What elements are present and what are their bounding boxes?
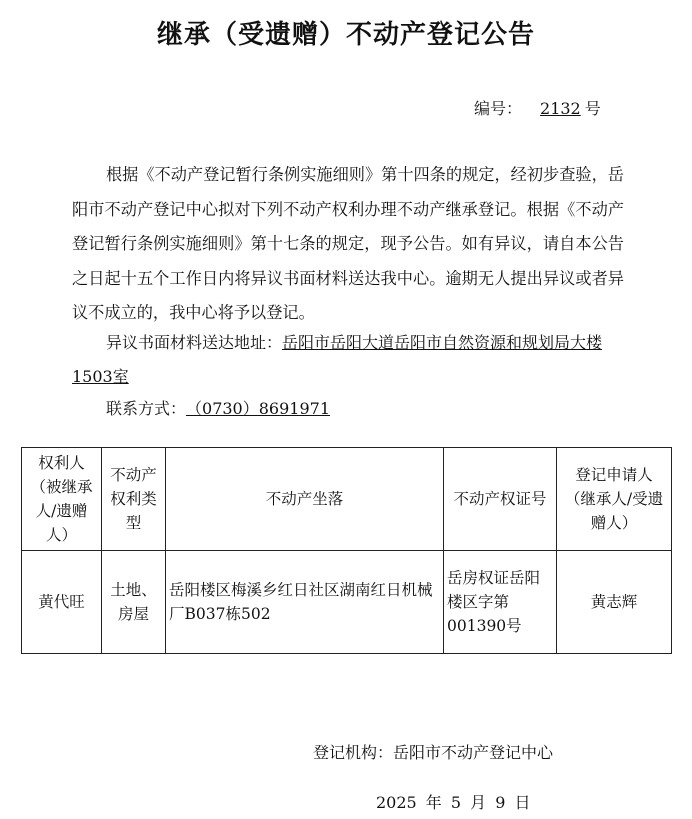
objection-address-value: 岳阳市岳阳大道岳阳市自然资源和规划局大楼1503室	[72, 333, 603, 386]
header-applicant: 登记申请人（继承人/受遗赠人）	[557, 448, 672, 551]
header-certificate-no: 不动产权证号	[444, 448, 557, 551]
notice-number-suffix: 号	[584, 99, 601, 118]
contact-label: 联系方式：	[106, 399, 187, 418]
header-location: 不动产坐落	[166, 448, 444, 551]
notice-number-label: 编号：	[474, 99, 523, 118]
notice-number-value: 2132	[540, 99, 581, 118]
table-row	[22, 551, 672, 654]
objection-address-label: 异议书面材料送达地址：	[106, 333, 283, 352]
notice-date: 2025 年 5 月 9 日	[376, 793, 531, 812]
cell-right-type: 土地、房屋	[102, 551, 166, 654]
header-right-holder: 权利人（被继承人/遗赠人）	[22, 448, 102, 551]
registration-organization	[313, 740, 553, 763]
objection-address-line	[72, 326, 624, 394]
notice-body-paragraph: 根据《不动产登记暂行条例实施细则》第十四条的规定，经初步查验，岳阳市不动产登记中心拟对下列不动产权利办理不动产继承登记。根据《不动产登记暂行条例实施细则》第十七条的规定，现予公告。如有异议，请自本公告之日起十五个工作日内将异议书面材料送达我中心。逾期无人提出异议或者异议不成立的，我中心将予以登记。	[72, 165, 624, 322]
cell-right-holder: 黄代旺	[22, 551, 102, 654]
cell-certificate-no: 岳房权证岳阳楼区字第001390号	[444, 551, 557, 654]
organization-label: 登记机构：	[313, 743, 394, 762]
notice-title: 继承（受遗赠）不动产登记公告	[156, 20, 535, 50]
notice-number	[474, 96, 601, 119]
contact-value: （0730）8691971	[186, 399, 330, 418]
contact-line	[106, 394, 360, 424]
cell-location: 岳阳楼区梅溪乡红日社区湖南红日机械厂B037栋502	[166, 551, 444, 654]
registration-table	[21, 447, 672, 654]
table-header-row	[22, 448, 672, 551]
cell-applicant: 黄志辉	[557, 551, 672, 654]
header-right-type: 不动产权利类型	[102, 448, 166, 551]
organization-value: 岳阳市不动产登记中心	[393, 743, 554, 762]
